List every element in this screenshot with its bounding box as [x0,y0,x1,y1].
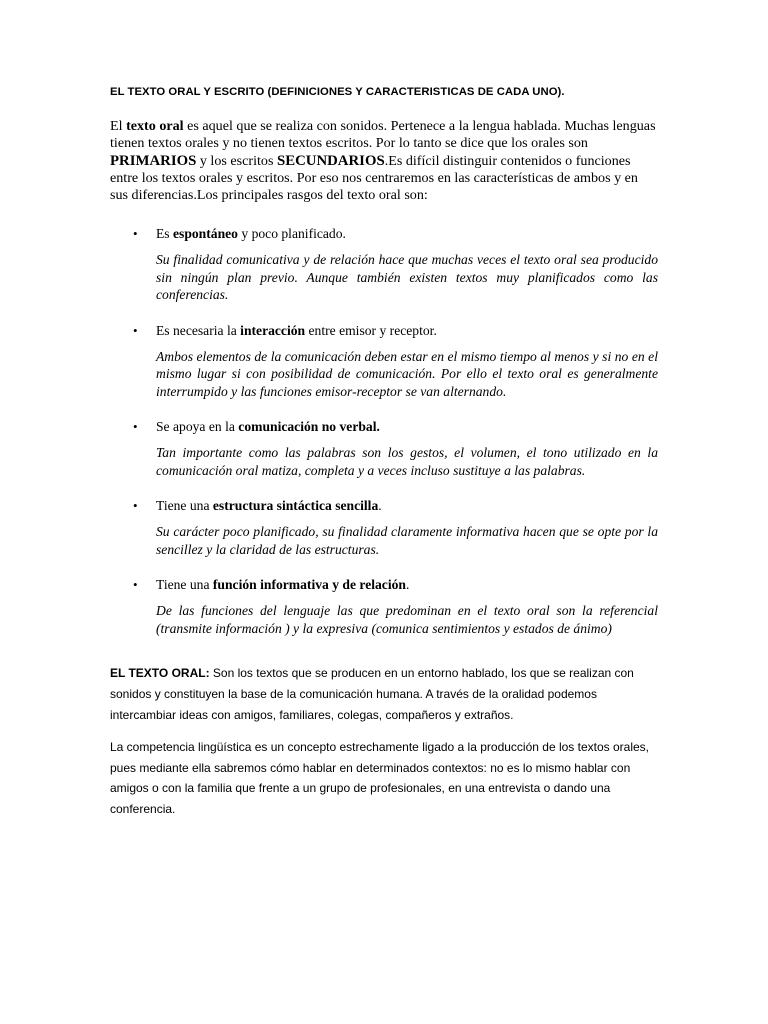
feature-title: • Tiene una estructura sintáctica sencilla. [133,498,382,514]
bullet-icon: • [133,226,138,242]
feature-keyword: función informativa y de relación [212,577,406,593]
bullet-icon: • [133,577,138,593]
feature-keyword: comunicación no verbal. [238,419,380,435]
feature-title: • Es espontáneo y poco planificado. [133,226,346,242]
feature-description: Su finalidad comunicativa y de relación hace que muchas veces el texto oral sea producido sin ningún plan previo. Aunque también existen textos muy planificados como las conferencias. [156,252,658,303]
bullet-icon: • [133,419,138,435]
intro-text-body: es aquel que se realiza con sonidos. Pertenece a la lengua hablada. Muchas lenguas tienen textos orales y no tienen textos escritos. Por lo tanto se dice que los orales son [110,118,656,152]
bullet-icon: • [133,322,138,338]
feature-title: • Es necesaria la interacción entre emisor y receptor. [133,322,437,338]
feature-title: • Tiene una función informativa y de relación. [133,577,410,593]
intro-text-middle: y los escritos [196,152,277,169]
feature-item [110,322,658,401]
oral-text-label: EL TEXTO ORAL: [110,666,210,681]
feature-description: Tan importante como las palabras son los gestos, el volumen, el tono utilizado en la comunicación oral matiza, completa y a veces incluso sustituye a las palabras. [156,445,658,478]
competencia-paragraph: La competencia lingüística es un concepto estrechamente ligado a la producción de los textos orales, pues mediante ella sabremos cómo hablar en determinados contextos: no es lo mismo hablar con amigos o con la familia que frente a un grupo de profesionales, en una entrevista o dando una conferencia. [110,740,649,817]
feature-keyword: estructura sintáctica sencilla [212,498,379,514]
document-page [110,86,658,820]
intro-term-texto-oral: texto oral [126,118,184,134]
feature-item [110,225,658,304]
intro-term-secundarios: SECUNDARIOS [276,152,385,169]
feature-item [110,497,658,558]
feature-item [110,418,658,479]
feature-title: • Se apoya en la comunicación no verbal. [133,419,380,435]
features-list [110,225,658,637]
intro-term-primarios: PRIMARIOS [110,152,197,169]
feature-item [110,576,658,637]
feature-keyword: interacción [240,322,306,338]
oral-text-definition [110,663,658,725]
intro-text-end: .Es difícil distinguir contenidos o funciones entre los textos orales y escritos. Por eso nos centraremos en las características de ambos y en sus diferencias.Los principales rasgos del texto oral son: [110,152,638,204]
intro-text-start: El [110,118,127,134]
feature-description: Ambos elementos de la comunicación deben estar en el mismo tiempo al menos y si no en el mismo lugar si con posibilidad de comunicación. Por ello el texto oral es generalmente interrumpido y las funciones emisor-receptor se van alternando. [156,348,658,399]
feature-keyword: espontáneo [173,226,238,242]
feature-description: De las funciones del lenguaje las que predominan en el texto oral son la referencial (transmite información ) y la expresiva (comunica sentimientos y estados de ánimo) [156,603,658,636]
oral-text-body: Son los textos que se producen en un entorno hablado, los que se realizan con sonidos y constituyen la base de la comunicación humana. A través de la oralidad podemos intercambiar ideas con amigos, familiares, colegas, compañeros y extraños. [110,666,634,722]
document-heading: EL TEXTO ORAL Y ESCRITO (DEFINICIONES Y CARACTERISTICAS DE CADA UNO). [110,86,565,98]
feature-description: Su carácter poco planificado, su finalidad claramente informativa hacen que se opte por la sencillez y la claridad de las estructuras. [156,524,658,557]
intro-paragraph [110,118,658,204]
bullet-icon: • [133,498,138,514]
